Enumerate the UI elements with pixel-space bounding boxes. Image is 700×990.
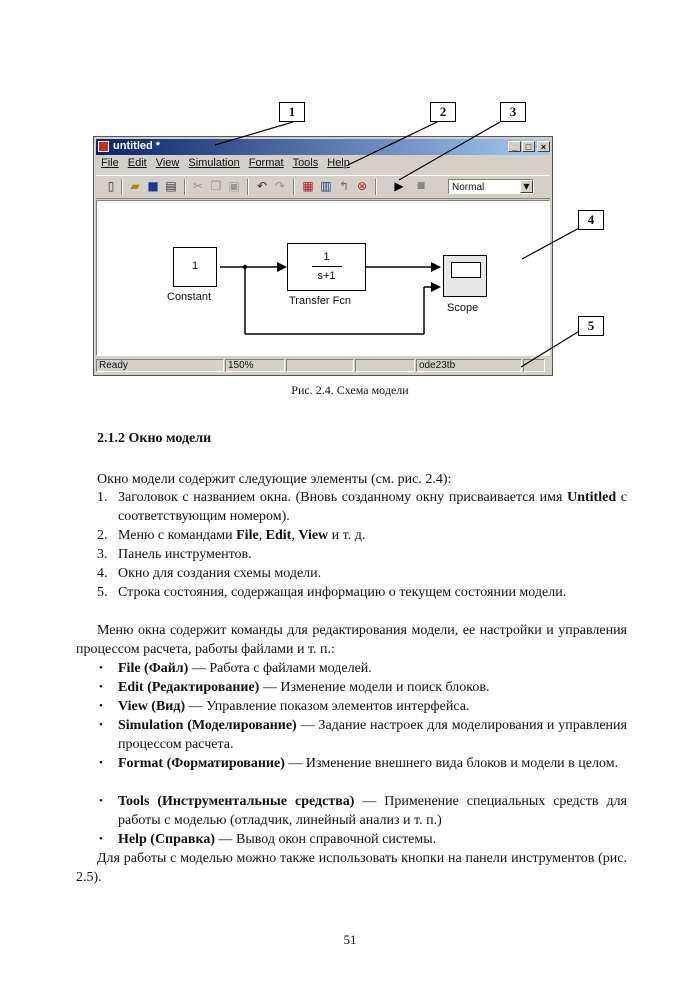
start-simulation-icon[interactable]: ▶: [394, 179, 404, 193]
tf-denominator: s+1: [317, 270, 336, 282]
list-item: • View (Вид) — Управление показом элементов интерфейса.: [99, 699, 470, 714]
menu-file[interactable]: File: [101, 157, 119, 169]
list-item: 5. Строка состояния, содержащая информацию о текущем состоянии модели.: [97, 585, 567, 600]
menu-help[interactable]: Help: [327, 157, 350, 169]
status-solver: ode23tb: [416, 359, 522, 372]
copy-icon[interactable]: ❐: [210, 179, 222, 193]
leader-3: [399, 122, 500, 180]
section-heading: 2.1.2 Окно модели: [97, 431, 212, 446]
stop-simulation-icon[interactable]: ■: [416, 181, 426, 191]
leader-2: [348, 122, 437, 165]
new-icon[interactable]: ▯: [107, 179, 115, 193]
list-item: 2. Меню с командами File, Edit, View и т. д.: [97, 528, 366, 543]
model-explorer-icon[interactable]: ▥: [320, 179, 332, 193]
callout-5: 5: [578, 316, 604, 336]
list-item: • Format (Форматирование) — Изменение внешнего вида блоков и модели в целом.: [99, 756, 619, 771]
list-item: • Simulation (Моделирование) — Задание настроек для моделирования и управления процессом расчета.: [99, 718, 627, 752]
status-state: Ready: [96, 359, 224, 372]
leader-4: [522, 227, 581, 259]
goto-parent-icon[interactable]: ↰: [338, 179, 350, 193]
undo-icon[interactable]: ↶: [256, 179, 268, 193]
chevron-down-icon[interactable]: ▼: [520, 180, 533, 193]
print-icon[interactable]: ▤: [165, 179, 177, 193]
debug-icon[interactable]: ⊗: [356, 179, 368, 193]
leader-5: [521, 330, 581, 367]
minimize-button[interactable]: _: [508, 141, 521, 152]
closing-paragraph: Для работы с моделью можно также использовать кнопки на панели инструментов (рис. 2.5).: [76, 851, 627, 885]
menu-simulation[interactable]: Simulation: [188, 157, 240, 169]
menu-format[interactable]: Format: [248, 157, 284, 169]
save-icon[interactable]: ■: [147, 179, 159, 193]
open-icon[interactable]: ▰: [130, 179, 140, 193]
redo-icon[interactable]: ↷: [274, 179, 286, 193]
maximize-button[interactable]: □: [522, 141, 535, 152]
list-item: • Help (Справка) — Вывод окон справочной системы.: [99, 832, 437, 847]
paste-icon[interactable]: ▣: [228, 179, 240, 193]
callout-2: 2: [430, 102, 456, 122]
callout-3: 3: [500, 102, 526, 122]
callout-4: 4: [578, 210, 604, 230]
transfer-fcn-label: Transfer Fcn: [289, 295, 351, 307]
status-zoom: 150%: [225, 359, 285, 372]
callout-leader-lines: [0, 0, 700, 400]
callout-1: 1: [279, 102, 305, 122]
list-item: • Edit (Редактирование) — Изменение модели и поиск блоков.: [99, 680, 490, 695]
constant-value: 1: [191, 260, 199, 272]
menu-tools[interactable]: Tools: [292, 157, 319, 169]
menu-edit[interactable]: Edit: [127, 157, 147, 169]
list-item: • Tools (Инструментальные средства) — Применение специальных средств для работы с моделью (отладчик, линейный анализ и т. п.): [99, 794, 627, 828]
list-item: • File (Файл) — Работа с файлами моделей.: [99, 661, 372, 676]
list-item: 3. Панель инструментов.: [97, 547, 252, 562]
intro-paragraph: Окно модели содержит следующие элементы (см. рис. 2.4):: [97, 472, 452, 487]
constant-label: Constant: [167, 291, 212, 303]
scope-label: Scope: [447, 302, 479, 314]
close-button[interactable]: ×: [537, 141, 550, 152]
page-number: 51: [343, 932, 357, 947]
simulation-mode-value: Normal: [452, 182, 485, 193]
cut-icon[interactable]: ✂: [192, 179, 204, 193]
library-browser-icon[interactable]: ▦: [302, 179, 314, 193]
list-item: 1. Заголовок с названием окна. (Вновь созданному окну присваивается имя Untitled с соответствующим номером).: [97, 490, 628, 524]
tf-numerator: 1: [323, 251, 330, 263]
window-title: untitled *: [113, 140, 161, 152]
leader-1: [215, 122, 293, 145]
figure-caption: Рис. 2.4. Схема модели: [291, 383, 409, 397]
menu-view[interactable]: View: [155, 157, 180, 169]
list-item: 4. Окно для создания схемы модели.: [97, 566, 322, 581]
menu-paragraph: Меню окна содержит команды для редактирования модели, ее настройки и управления процессом расчета, работы файлами и т. п.:: [76, 623, 627, 657]
